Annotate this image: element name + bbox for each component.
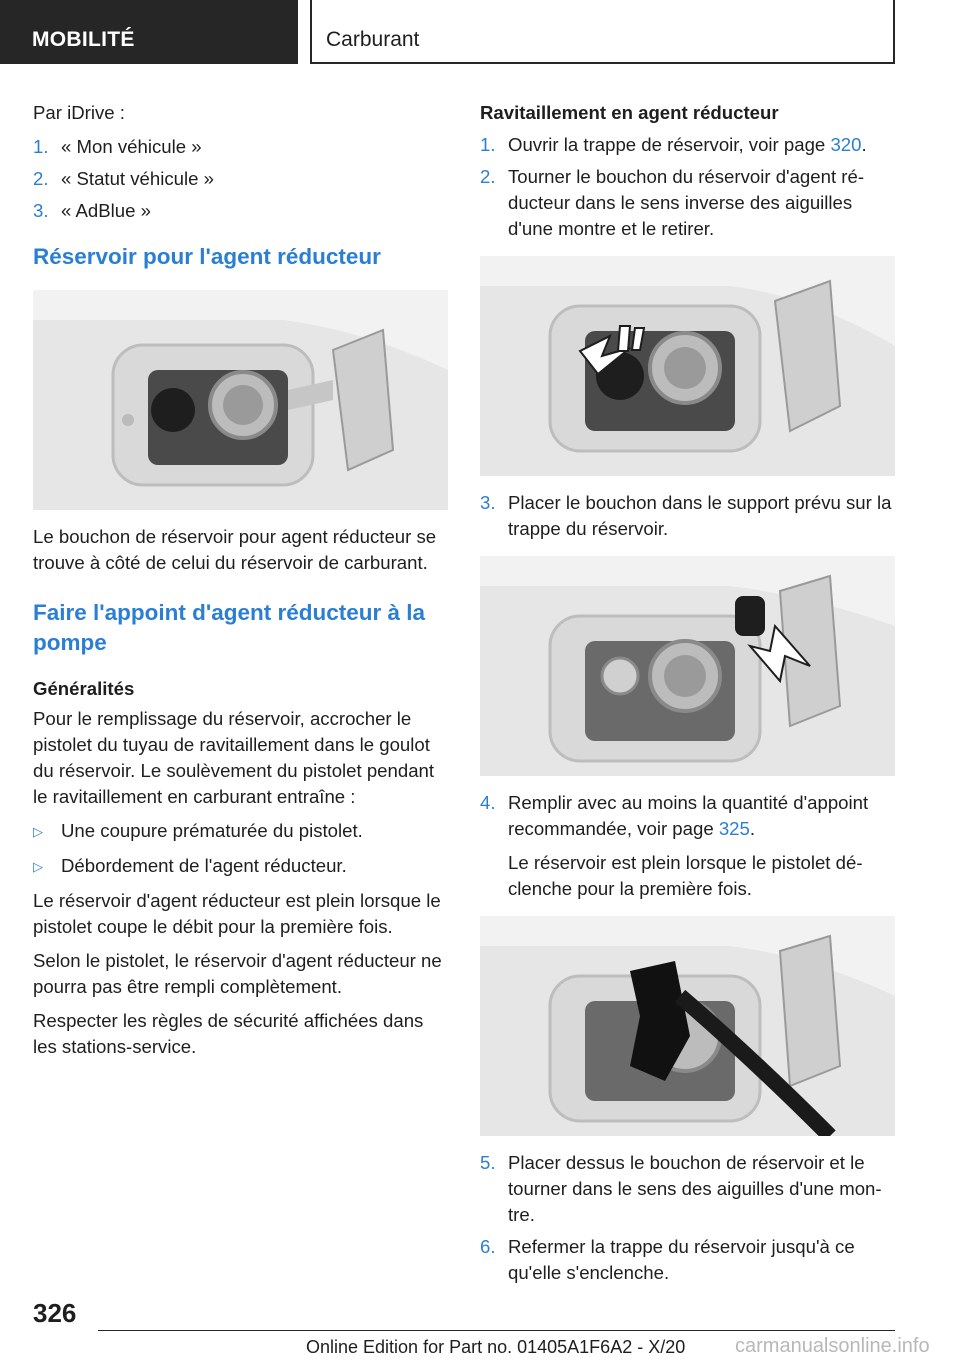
section-tab: MOBILITÉ (0, 0, 298, 64)
remove-cap-image (480, 256, 895, 476)
chapter-title: Carburant (310, 0, 895, 64)
list-item (33, 818, 449, 845)
triangle-right-icon: ▷ (33, 824, 43, 839)
step-number: 5. (480, 1152, 496, 1173)
heading-refill: Faire l'appoint d'agent réducteur à la pompe (33, 600, 426, 655)
edition-info: Online Edition for Part no. 01405A1F6A2 - X/20 (306, 1337, 686, 1357)
bullet-text: Débordement de l'agent réducteur. (61, 855, 347, 876)
cap-holder-image (480, 556, 895, 776)
list-item (33, 134, 449, 160)
subheading-general: Généralités (33, 678, 135, 699)
step-text (508, 790, 892, 902)
step-text: « Statut véhicule » (61, 168, 214, 189)
footer-divider (98, 1330, 895, 1331)
page-number: 326 (33, 1298, 77, 1328)
list-item (480, 164, 892, 242)
step-text (508, 132, 892, 158)
step-number: 1. (480, 134, 496, 155)
step-text: Placer le bouchon dans le support prévu sur la trappe du réservoir. (508, 492, 892, 539)
step-text: « AdBlue » (61, 200, 151, 221)
step-end: . (861, 134, 867, 155)
page-link[interactable]: 325 (718, 818, 750, 839)
heading-reservoir: Réservoir pour l'agent réducteur (33, 244, 381, 269)
heading-refuel-procedure: Ravitaillement en agent réducteur (480, 102, 779, 123)
list-item (480, 1150, 892, 1228)
step-number: 6. (480, 1236, 496, 1257)
reservoir-cap-image (33, 290, 448, 510)
paragraph: Respecter les règles de sécurité affichées dans les stations-service. (33, 1010, 424, 1057)
reservoir-description: Le bouchon de réservoir pour agent réducteur se trouve à côté de celui du réservoir de carburant. (33, 526, 437, 573)
step-note: Le réservoir est plein lorsque le pistolet déclenche pour la première fois. (508, 852, 863, 899)
watermark: carmanualsonline.info (735, 1335, 930, 1357)
paragraph: Le réservoir d'agent réducteur est plein lorsque le pistolet coupe le débit pour la première fois. (33, 890, 441, 937)
list-item (480, 790, 892, 902)
step-end: . (749, 818, 756, 839)
step-number: 4. (480, 792, 496, 813)
step-number: 3. (33, 200, 49, 221)
idrive-intro: Par iDrive : (33, 102, 125, 123)
paragraph: Pour le remplissage du réservoir, accrocher le pistolet du tuyau de ravitaillement dans le goulot du réservoir. Le soulèvement du pistolet pendant le ravitaillement en carburant entraîne : (33, 708, 435, 807)
bullet-text: Une coupure prématurée du pistolet. (61, 820, 363, 841)
list-item (33, 166, 449, 192)
step-body: Ouvrir la trappe de réservoir, voir page (508, 134, 831, 155)
nozzle-image (480, 916, 895, 1136)
paragraph: Selon le pistolet, le réservoir d'agent réducteur ne pourra pas être rempli complètement. (33, 950, 442, 997)
triangle-right-icon: ▷ (33, 859, 43, 874)
list-item (480, 1234, 892, 1286)
page-link[interactable]: 320 (830, 134, 862, 155)
list-item (33, 198, 449, 224)
step-number: 2. (33, 168, 49, 189)
step-body: Remplir avec au moins la quantité d'appoint recommandée, voir page (508, 792, 869, 839)
step-number: 2. (480, 166, 496, 187)
list-item (480, 132, 892, 158)
step-number: 1. (33, 136, 49, 157)
step-text: « Mon véhicule » (61, 136, 202, 157)
step-text: Tourner le bouchon du réservoir d'agent réducteur dans le sens inverse des aiguilles d'une montre et le retirer. (508, 166, 865, 239)
right-column (480, 100, 892, 1292)
step-text: Refermer la trappe du réservoir jusqu'à ce qu'elle s'enclenche. (508, 1236, 855, 1283)
step-text: Placer dessus le bouchon de réservoir et le tourner dans le sens des aiguilles d'une montre. (508, 1152, 882, 1225)
list-item (480, 490, 892, 542)
list-item (33, 853, 449, 880)
step-number: 3. (480, 492, 496, 513)
left-column (33, 100, 449, 1068)
